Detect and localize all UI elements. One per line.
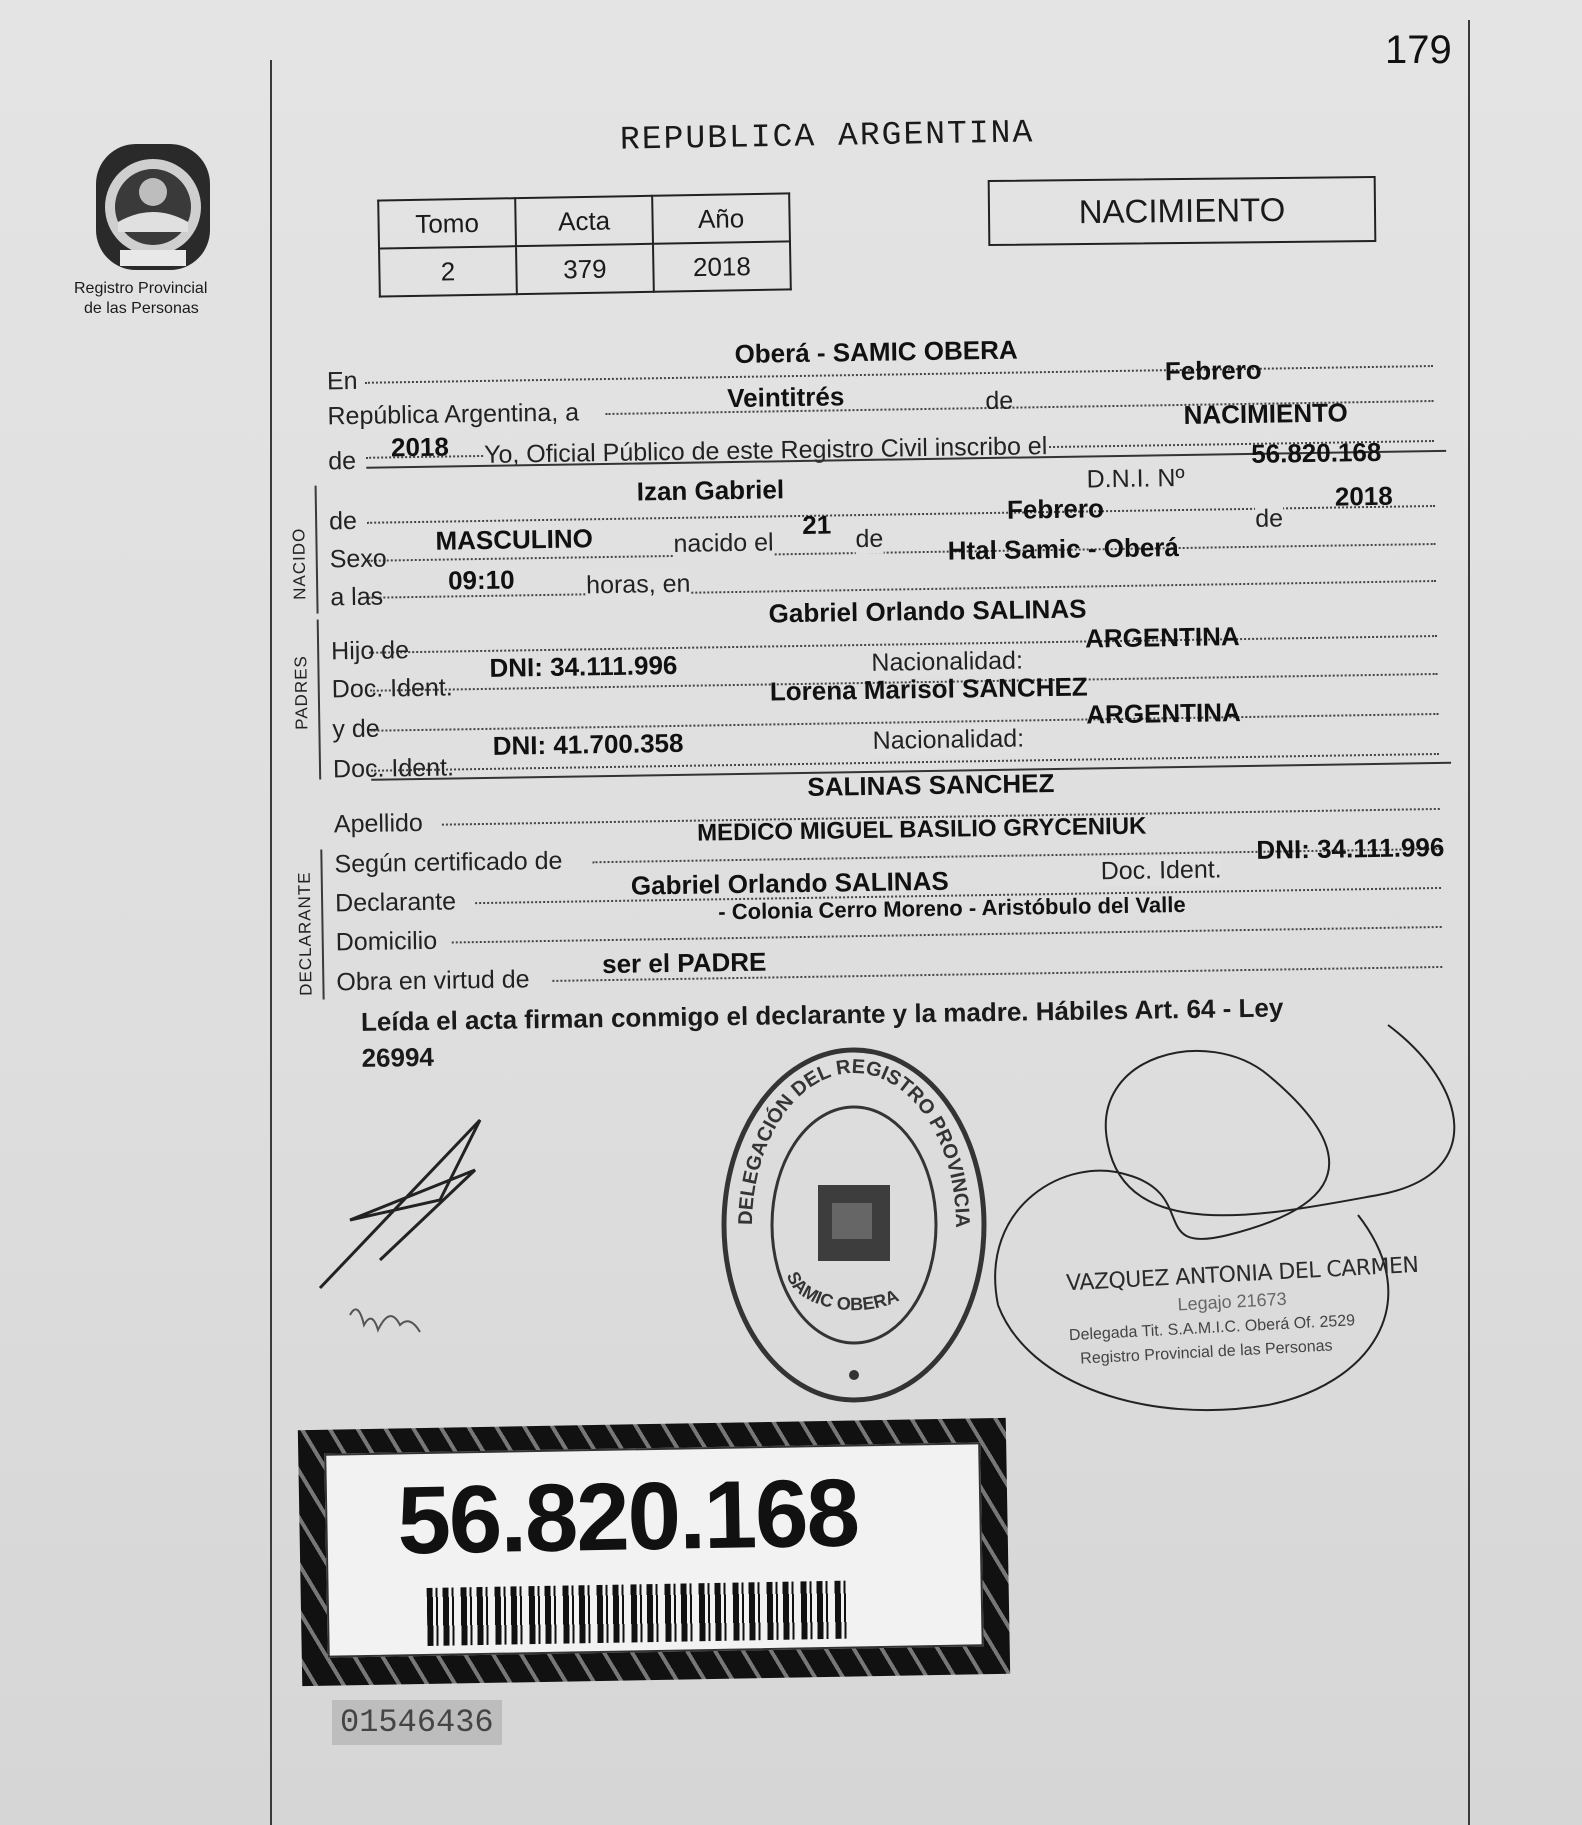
svg-text:SAMIC OBERA	[783, 1268, 902, 1314]
sexo-value: MASCULINO	[435, 523, 594, 556]
apellido-value: SALINAS SANCHEZ	[807, 768, 1055, 802]
father-name-value: Gabriel Orlando SALINAS	[768, 593, 1087, 629]
birth-day-value: 21	[802, 509, 832, 540]
section-nacido: NACIDO	[289, 527, 310, 600]
day-de-label: de	[985, 386, 1014, 416]
year-prefix-label: de	[327, 446, 357, 476]
control-number: 01546436	[332, 1700, 502, 1745]
a-las-label: a las	[330, 582, 384, 612]
father-nationality-label: Nacionalidad:	[871, 646, 1024, 677]
registry-name-line1: Registro Provincial	[74, 280, 208, 297]
header-ano: Año	[652, 193, 790, 243]
child-name-value: Izan Gabriel	[636, 474, 785, 507]
registry-seal	[712, 1045, 996, 1405]
certificado-label: Según certificado de	[334, 846, 563, 879]
sticker-inner	[324, 1442, 983, 1657]
y-de-label: y de	[332, 714, 380, 744]
official-stamp	[1066, 1253, 1423, 1369]
birth-year-de-label: de	[1254, 504, 1284, 533]
father-doc-value: DNI: 34.111.996	[489, 649, 678, 683]
official-name: VAZQUEZ ANTONIA DEL CARMEN	[1065, 1252, 1420, 1297]
birth-month-value: Febrero	[1006, 493, 1105, 525]
header-tomo: Tomo	[378, 198, 516, 248]
place-value: Htal Samic - Oberá	[947, 532, 1180, 566]
declarante-doc-value: DNI: 34.111.996	[1256, 831, 1445, 865]
father-doc-label: Doc. Ident.	[331, 673, 453, 704]
declarante-doc-label: Doc. Ident.	[1100, 855, 1222, 886]
header-acta: Acta	[515, 196, 653, 246]
sticker-barcode	[427, 1581, 848, 1646]
certificado-value: MEDICO MIGUEL BASILIO GRYCENIUK	[696, 812, 1147, 847]
birth-de-label: de	[855, 524, 884, 554]
domicilio-value: - Colonia Cerro Moreno - Aristóbulo del Valle	[718, 891, 1186, 925]
hijo-de-label: Hijo de	[330, 636, 410, 666]
oficial-text: Yo, Oficial Público de este Registro Civil inscribo el	[483, 432, 1048, 469]
closing-text-line2: 26994	[361, 1041, 435, 1073]
dni-label-sticker	[298, 1418, 1010, 1686]
value-acta: 379	[516, 244, 654, 294]
mother-doc-value: DNI: 41.700.358	[492, 727, 684, 761]
month-value: Febrero	[1164, 354, 1262, 387]
official-legajo: Legajo 21673	[1177, 1288, 1288, 1315]
official-signature	[968, 1005, 1478, 1450]
document-type-label: NACIMIENTO	[1078, 190, 1286, 231]
page-number: 179	[1385, 28, 1452, 72]
section-declarante: DECLARANTE	[294, 871, 316, 996]
apellido-label: Apellido	[333, 808, 424, 839]
obra-label: Obra en virtud de	[336, 965, 530, 997]
nacido-el-label: nacido el	[673, 528, 774, 558]
en-label: En	[326, 366, 358, 396]
declarante-value: Gabriel Orlando SALINAS	[630, 865, 949, 901]
birth-year-value: 2018	[1334, 480, 1393, 512]
value-tomo: 2	[379, 246, 517, 296]
horas-en-label: horas, en	[585, 569, 691, 600]
child-dni-value: 56.820.168	[1250, 436, 1382, 469]
domicilio-label: Domicilio	[335, 926, 438, 957]
father-nationality-value: ARGENTINA	[1084, 621, 1240, 654]
seal-text: DELEGACIÓN DEL REGISTRO PROVINCIA	[734, 1055, 974, 1229]
sexo-label: Sexo	[329, 544, 387, 574]
en-value: Oberá - SAMIC OBERA	[734, 334, 1018, 369]
hour-value: 09:10	[447, 564, 515, 596]
act-type-value: NACIMIENTO	[1183, 397, 1348, 430]
official-role: Delegada Tit. S.A.M.I.C. Oberá Of. 2529	[1068, 1312, 1356, 1345]
mother-name-value: Lorena Marisol SANCHEZ	[769, 671, 1088, 707]
declarant-signature	[300, 1110, 500, 1365]
obra-value: ser el PADRE	[601, 946, 767, 980]
dni-label: D.N.I. Nº	[1086, 463, 1185, 494]
sticker-dni-number: 56.820.168	[396, 1459, 859, 1575]
republica-label: República Argentina, a	[327, 398, 580, 431]
country-title: REPUBLICA ARGENTINA	[619, 114, 1035, 159]
section-padres: PADRES	[291, 655, 312, 730]
closing-text-line1: Leída el acta firman conmigo el declarante y la madre. Hábiles Art. 64 - Ley	[360, 992, 1284, 1037]
mother-nationality-label: Nacionalidad:	[872, 724, 1025, 755]
name-de-label: de	[328, 506, 358, 536]
value-ano: 2018	[653, 241, 791, 291]
declarante-label: Declarante	[334, 887, 457, 918]
registry-name-line2: de las Personas	[84, 300, 199, 317]
mother-doc-label: Doc. Ident.	[332, 753, 455, 784]
mother-nationality-value: ARGENTINA	[1086, 697, 1242, 730]
seal-inner-text: SAMIC OBERA	[782, 1268, 902, 1315]
year-value: 2018	[390, 431, 450, 463]
official-registry: Registro Provincial de las Personas	[1079, 1337, 1333, 1368]
day-value: Veintitrés	[727, 381, 845, 414]
